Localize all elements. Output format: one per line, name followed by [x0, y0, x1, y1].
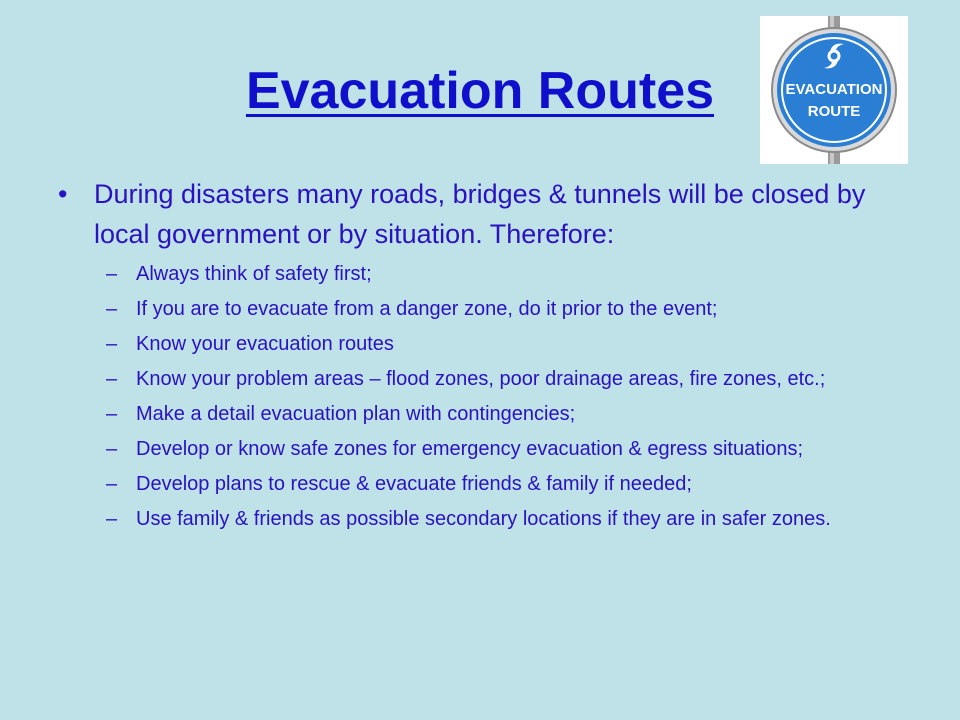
list-item	[106, 472, 906, 497]
list-item	[106, 367, 906, 392]
dash-glyph: –	[106, 473, 118, 495]
dash-glyph: –	[106, 403, 118, 425]
slide-title: Evacuation Routes	[245, 62, 715, 120]
list-item-text: Develop or know safe zones for emergency evacuation & egress situations;	[136, 438, 804, 460]
dash-glyph: –	[106, 438, 118, 460]
sub-bullet-list	[56, 262, 906, 532]
list-item-text: Make a detail evacuation plan with contingencies;	[136, 403, 576, 425]
sign-line2: ROUTE	[807, 103, 861, 120]
list-item-text: Develop plans to rescue & evacuate friends & family if needed;	[136, 473, 692, 495]
main-bullet	[56, 174, 906, 254]
evacuation-sign-graphic	[760, 16, 908, 164]
dash-glyph: –	[106, 298, 118, 320]
list-item	[106, 262, 906, 287]
list-item-text: Know your evacuation routes	[136, 333, 394, 355]
list-item	[106, 402, 906, 427]
dash-glyph: –	[106, 333, 118, 355]
list-item-text: Use family & friends as possible secondary locations if they are in safer zones.	[136, 508, 831, 530]
main-bullet-text: During disasters many roads, bridges & tunnels will be closed by local government or by situation. Therefore:	[94, 179, 866, 249]
list-item-text: Always think of safety first;	[136, 263, 372, 285]
list-item-text: If you are to evacuate from a danger zone, do it prior to the event;	[136, 298, 718, 320]
slide-content	[56, 174, 906, 542]
evacuation-route-sign-image	[760, 16, 908, 164]
list-item-text: Know your problem areas – flood zones, poor drainage areas, fire zones, etc.;	[136, 368, 826, 390]
dash-glyph: –	[106, 368, 118, 390]
list-item	[106, 332, 906, 357]
list-item	[106, 437, 906, 462]
bullet-glyph: •	[58, 179, 68, 209]
list-item	[106, 507, 906, 532]
dash-glyph: –	[106, 263, 118, 285]
sign-line1: EVACUATION	[785, 81, 883, 98]
dash-glyph: –	[106, 508, 118, 530]
list-item	[106, 297, 906, 322]
